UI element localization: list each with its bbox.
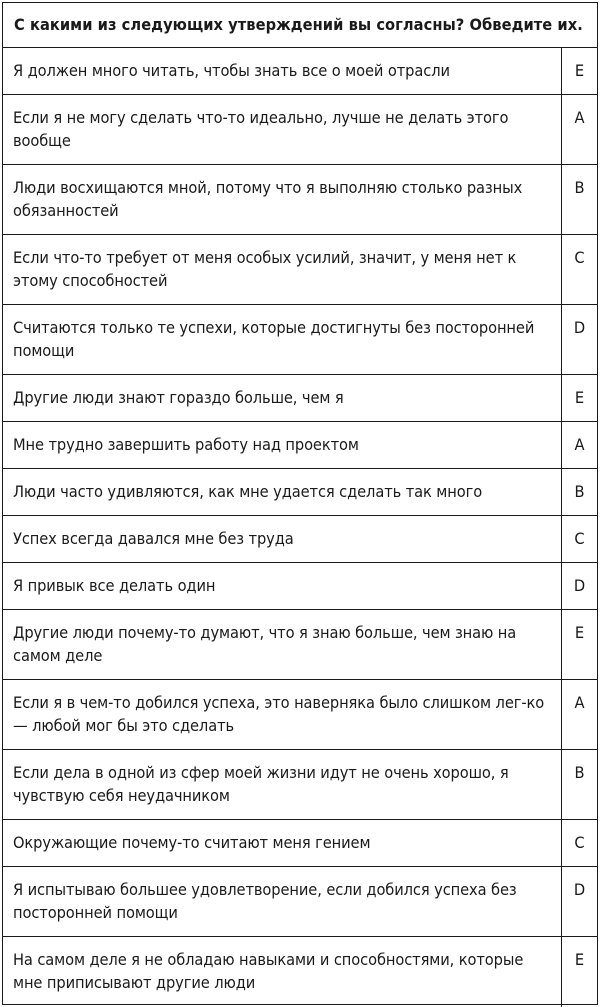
statement-text: Успех всегда давался мне без труда <box>3 516 562 562</box>
statement-letter: B <box>574 482 585 501</box>
statement-text: Если я не могу сделать что-то идеально, лучше не делать этого вообще <box>3 95 562 164</box>
statement-text: Другие люди почему-то думают, что я знаю больше, чем знаю на самом деле <box>3 610 562 679</box>
statement-text: Я испытываю большее удовлетворение, если добился успеха без посторонней помощи <box>3 867 562 936</box>
statement-letter: C <box>574 248 585 267</box>
table-row <box>3 305 597 375</box>
statement-letter: A <box>574 108 585 127</box>
statement-text: Если дела в одной из сфер моей жизни идут не очень хорошо, я чувствую себя неудачником <box>3 750 562 819</box>
table-row <box>3 165 597 235</box>
statement-letter: C <box>574 833 585 852</box>
statement-text: Люди часто удивляются, как мне удается сделать так много <box>3 469 562 515</box>
statement-letter: B <box>574 763 585 782</box>
statement-letter: A <box>574 435 585 454</box>
statement-text: На самом деле я не обладаю навыками и способностями, которые мне приписывают другие люди <box>3 937 562 1007</box>
statement-letter: B <box>574 178 585 197</box>
statement-text: Если я в чем-то добился успеха, это наверняка было слишком лег-ко — любой мог бы это сделать <box>3 680 562 749</box>
statement-letter: D <box>573 318 586 337</box>
statement-letter: C <box>574 529 585 548</box>
statement-letter: E <box>574 950 585 969</box>
statement-text: Люди восхищаются мной, потому что я выполняю столько разных обязанностей <box>3 165 562 234</box>
table-row <box>3 375 597 422</box>
statement-letter: A <box>574 693 585 712</box>
statement-letter: E <box>574 623 585 642</box>
statement-letter: D <box>573 576 586 595</box>
statement-text: Другие люди знают гораздо больше, чем я <box>3 375 562 421</box>
table-row <box>3 95 597 165</box>
statement-text: Считаются только те успехи, которые достигнуты без посторонней помощи <box>3 305 562 374</box>
table-row <box>3 820 597 867</box>
statement-text: Я должен много читать, чтобы знать все о моей отрасли <box>3 48 562 94</box>
table-row <box>3 422 597 469</box>
table-row <box>3 235 597 305</box>
questionnaire-table <box>2 2 598 1005</box>
table-row <box>3 937 597 1007</box>
table-row <box>3 680 597 750</box>
statement-text: Окружающие почему-то считают меня гением <box>3 820 562 866</box>
table-row <box>3 469 597 516</box>
statement-letter: E <box>574 388 585 407</box>
table-row <box>3 750 597 820</box>
questionnaire-title: С какими из следующих утверждений вы согласны? Обведите их. <box>3 3 597 48</box>
table-row <box>3 48 597 95</box>
table-row <box>3 867 597 937</box>
table-row <box>3 610 597 680</box>
statement-letter: E <box>574 61 585 80</box>
table-row <box>3 563 597 610</box>
statement-letter: D <box>573 880 586 899</box>
statement-text: Мне трудно завершить работу над проектом <box>3 422 562 468</box>
statement-text: Я привык все делать один <box>3 563 562 609</box>
statement-text: Если что-то требует от меня особых усилий, значит, у меня нет к этому способностей <box>3 235 562 304</box>
table-row <box>3 516 597 563</box>
